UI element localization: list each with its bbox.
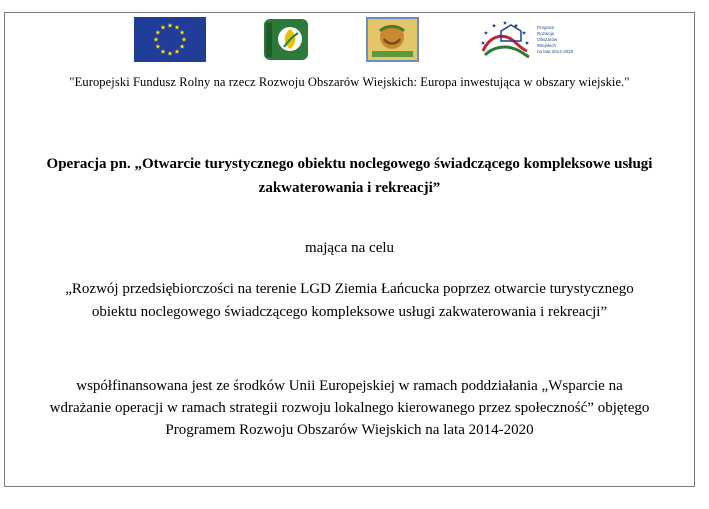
cofinancing-text — [5, 375, 694, 441]
leader-logo-icon — [262, 17, 310, 62]
goal-lead-text: mająca na celu — [304, 240, 395, 256]
eu-flag-icon — [134, 17, 206, 62]
operation-title-line-2: zakwaterowania i rekreacji” — [258, 180, 441, 196]
prow-text-line-2: Rozwoju — [537, 31, 555, 36]
prow-text-line-4: Wiejskich — [537, 43, 557, 48]
prow-text-line-1: Program — [537, 25, 555, 30]
cofinancing-line-2: wdrażanie operacji w ramach strategii rozwoju lokalnego kierowanego przez społeczność” objętego — [49, 400, 650, 416]
cofinancing-line-3: Programem Rozwoju Obszarów Wiejskich na lata 2014-2020 — [165, 422, 534, 438]
operation-title-line-1: Operacja pn. „Otwarcie turystycznego obiektu noclegowego świadczącego kompleksowe usługi — [46, 156, 653, 172]
prow-logo-icon — [471, 17, 586, 62]
document-frame — [4, 12, 695, 487]
cofinancing-line-1: współfinansowana jest ze środków Unii Europejskiej w ramach poddziałania „Wsparcie na — [76, 378, 623, 394]
prow-text-line-3: Obszarów — [537, 37, 558, 42]
operation-title — [5, 152, 694, 200]
motto-text: "Europejski Fundusz Rolny na rzecz Rozwoju Obszarów Wiejskich: Europa inwestująca w obszary wiejskie." — [69, 75, 630, 89]
logo-strip — [5, 17, 694, 63]
goal-line-1: „Rozwój przedsiębiorczości na terenie LGD Ziemia Łańcucka poprzez otwarcie turystycznego — [65, 281, 634, 297]
prow-text-line-5: na lata 2014-2020 — [537, 49, 574, 54]
goal-line-2: obiektu noclegowego świadczącego kompleksowe usługi zakwaterowania i rekreacji” — [91, 304, 608, 320]
goal-text — [5, 278, 694, 324]
lgd-ziemia-lancucka-logo-icon — [366, 17, 419, 62]
